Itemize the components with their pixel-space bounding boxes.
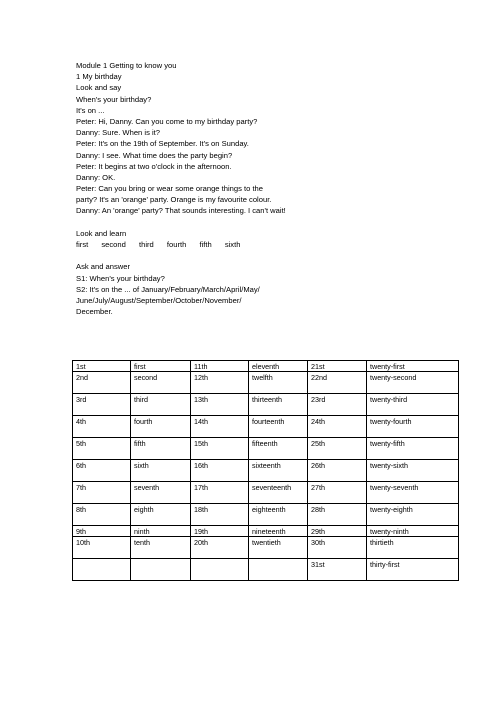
table-cell xyxy=(73,559,131,581)
table-cell: 15th xyxy=(191,438,249,460)
section-heading-look-and-say: Look and say xyxy=(76,83,122,93)
table-cell: 11th xyxy=(191,361,249,372)
table-row xyxy=(73,372,459,394)
table-row xyxy=(73,559,459,581)
ordinal-word: second xyxy=(101,240,126,249)
table-cell: sixth xyxy=(131,460,191,482)
section-heading-ask-and-answer: Ask and answer xyxy=(76,262,131,272)
dialogue-line: Peter: Can you bring or wear some orange things to the xyxy=(76,184,263,194)
ordinal-word: sixth xyxy=(224,240,241,249)
table-cell: 3rd xyxy=(73,394,131,416)
table-row xyxy=(73,394,459,416)
ordinal-word: fifth xyxy=(199,240,212,249)
table-cell: 6th xyxy=(73,460,131,482)
table-cell: 26th xyxy=(308,460,367,482)
table-row xyxy=(73,537,459,559)
exchange-line: June/July/August/September/October/November/ xyxy=(76,295,242,305)
table-cell: 30th xyxy=(308,537,367,559)
table-cell: fifteenth xyxy=(249,438,308,460)
ordinal-word: fourth xyxy=(166,240,187,249)
ordinal-word-list xyxy=(76,239,456,250)
table-cell: 20th xyxy=(191,537,249,559)
dialogue-line: Peter: It begins at two o'clock in the afternoon. xyxy=(76,161,232,171)
table-cell: 21st xyxy=(308,361,367,372)
exchange-line: December. xyxy=(76,307,113,317)
table-cell: twentieth xyxy=(249,537,308,559)
table-cell: twenty-fourth xyxy=(367,416,459,438)
table-cell: sixteenth xyxy=(249,460,308,482)
table-cell: tenth xyxy=(131,537,191,559)
table-cell: 16th xyxy=(191,460,249,482)
table-cell: seventeenth xyxy=(249,482,308,504)
ordinal-word: first xyxy=(76,240,89,249)
table-cell: 31st xyxy=(308,559,367,581)
table-cell: fourteenth xyxy=(249,416,308,438)
table-cell: twenty-second xyxy=(367,372,459,394)
dialogue-line: When's your birthday? xyxy=(76,94,152,104)
ordinal-table-body xyxy=(73,361,459,581)
dialogue-line: party? It's an 'orange' party. Orange is my favourite colour. xyxy=(76,195,272,205)
table-cell: 19th xyxy=(191,526,249,537)
table-cell: seventh xyxy=(131,482,191,504)
spacer xyxy=(76,217,456,228)
table-cell: twenty-fifth xyxy=(367,438,459,460)
table-cell: fourth xyxy=(131,416,191,438)
table-cell: 4th xyxy=(73,416,131,438)
table-cell: 12th xyxy=(191,372,249,394)
section-heading-look-and-learn: Look and learn xyxy=(76,228,127,238)
table-cell: twenty-ninth xyxy=(367,526,459,537)
table-cell: eleventh xyxy=(249,361,308,372)
dialogue-line: It's on ... xyxy=(76,105,105,115)
table-cell: 17th xyxy=(191,482,249,504)
table-cell: 2nd xyxy=(73,372,131,394)
table-cell xyxy=(131,559,191,581)
table-cell: 29th xyxy=(308,526,367,537)
table-cell: thirteenth xyxy=(249,394,308,416)
table-row xyxy=(73,526,459,537)
table-cell: 13th xyxy=(191,394,249,416)
table-cell: 8th xyxy=(73,504,131,526)
table-cell: thirtieth xyxy=(367,537,459,559)
table-cell: 27th xyxy=(308,482,367,504)
table-cell xyxy=(191,559,249,581)
table-cell: 23rd xyxy=(308,394,367,416)
text-content xyxy=(76,60,456,317)
table-cell: nineteenth xyxy=(249,526,308,537)
table-cell: thirty-first xyxy=(367,559,459,581)
table-cell: 14th xyxy=(191,416,249,438)
table-cell: 9th xyxy=(73,526,131,537)
table-row xyxy=(73,504,459,526)
table-cell xyxy=(249,559,308,581)
unit-title: 1 My birthday xyxy=(76,72,122,82)
table-cell: twenty-eighth xyxy=(367,504,459,526)
table-cell: twelfth xyxy=(249,372,308,394)
table-row xyxy=(73,361,459,372)
table-cell: twenty-third xyxy=(367,394,459,416)
table-cell: 1st xyxy=(73,361,131,372)
table-cell: fifth xyxy=(131,438,191,460)
table-cell: 22nd xyxy=(308,372,367,394)
table-cell: 18th xyxy=(191,504,249,526)
ordinal-word: third xyxy=(138,240,154,249)
spacer xyxy=(76,250,456,261)
table-cell: eighth xyxy=(131,504,191,526)
table-cell: twenty-first xyxy=(367,361,459,372)
dialogue-line: Peter: Hi, Danny. Can you come to my birthday party? xyxy=(76,116,258,126)
dialogue-line: Danny: An 'orange' party? That sounds interesting. I can't wait! xyxy=(76,206,286,216)
table-row xyxy=(73,482,459,504)
table-cell: 5th xyxy=(73,438,131,460)
table-row xyxy=(73,460,459,482)
table-cell: twenty-seventh xyxy=(367,482,459,504)
table-cell: ninth xyxy=(131,526,191,537)
dialogue-line: Danny: Sure. When is it? xyxy=(76,128,160,138)
table-cell: twenty-sixth xyxy=(367,460,459,482)
exchange-line: S2: It's on the ... of January/February/March/April/May/ xyxy=(76,284,260,294)
dialogue-line: Peter: It's on the 19th of September. It's on Sunday. xyxy=(76,139,249,149)
table-cell: 28th xyxy=(308,504,367,526)
table-row xyxy=(73,438,459,460)
exchange-line: S1: When's your birthday? xyxy=(76,273,165,283)
table-cell: eighteenth xyxy=(249,504,308,526)
table-cell: 10th xyxy=(73,537,131,559)
dialogue-line: Danny: OK. xyxy=(76,172,116,182)
table-cell: 24th xyxy=(308,416,367,438)
table-cell: third xyxy=(131,394,191,416)
table-cell: 7th xyxy=(73,482,131,504)
module-title: Module 1 Getting to know you xyxy=(76,61,177,70)
dialogue-line: Danny: I see. What time does the party begin? xyxy=(76,150,233,160)
table-row xyxy=(73,416,459,438)
table-cell: second xyxy=(131,372,191,394)
table-cell: 25th xyxy=(308,438,367,460)
ordinal-numbers-table xyxy=(72,360,459,581)
table-cell: first xyxy=(131,361,191,372)
